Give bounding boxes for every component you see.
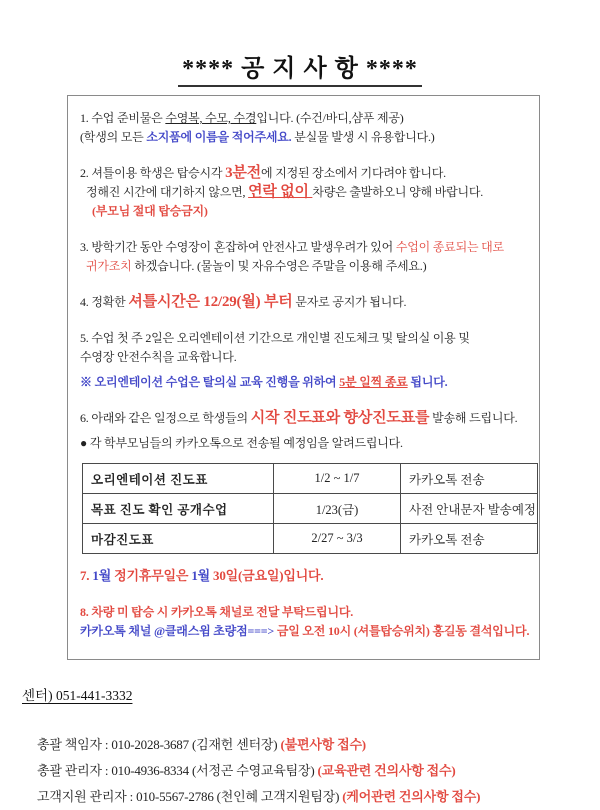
item-8-line-2 xyxy=(80,622,529,641)
item-2-line-3 xyxy=(80,202,529,221)
text-segment: (케어관련 건의사항 접수) xyxy=(342,789,481,804)
text-segment: 총괄 책임자 : 010-2028-3687 (김재헌 센터장) xyxy=(37,737,281,752)
schedule-label: 목표 진도 확인 공개수업 xyxy=(83,494,274,524)
item-4-line-1 xyxy=(80,293,529,312)
text-segment: 정해진 시간에 대기하지 않으면, xyxy=(86,185,249,199)
text-segment: 6. 아래와 같은 일정으로 학생들의 xyxy=(80,411,251,425)
text-segment: 귀가조치 xyxy=(86,259,132,273)
text-segment: 카카오톡 채널 @클래스윔 초량점===> xyxy=(80,624,277,638)
text-segment: 1. 수업 준비물은 xyxy=(80,111,166,125)
text-segment: 에 지정된 장소에서 기다려야 합니다. xyxy=(261,166,446,180)
schedule-label: 마감진도표 xyxy=(83,524,274,554)
text-segment: (부모님 절대 탑승금지) xyxy=(92,204,208,218)
text-segment: 4. 정확한 xyxy=(80,295,129,309)
schedule-date: 1/2 ~ 1/7 xyxy=(274,464,401,494)
table-row-orientation xyxy=(83,464,538,494)
schedule-date: 2/27 ~ 3/3 xyxy=(274,524,401,554)
notice-box xyxy=(67,95,540,660)
item-8-line-1 xyxy=(80,603,529,622)
text-segment: 수영장 안전수칙을 교육합니다. xyxy=(80,350,237,364)
item-6-line-2 xyxy=(80,434,529,453)
text-segment: (학생의 모든 xyxy=(80,130,147,144)
schedule-method: 카카오톡 전송 xyxy=(401,464,538,494)
text-segment: (불편사항 접수) xyxy=(280,737,366,752)
notice-items-bottom xyxy=(80,566,529,641)
text-segment: 각 학부모님들의 카카오톡으로 전송될 예정임을 알려드립니다. xyxy=(87,436,403,450)
text-segment: 수업이 종료되는 대로 xyxy=(395,240,504,254)
schedule-method: 카카오톡 전송 xyxy=(401,524,538,554)
text-segment: 분실물 발생 시 유용합니다.) xyxy=(291,130,435,144)
text-segment: 1월 xyxy=(92,568,115,583)
schedule-label: 오리엔테이션 진도표 xyxy=(83,464,274,494)
text-segment: ● xyxy=(80,436,88,450)
schedule-date: 1/23(금) xyxy=(274,494,401,524)
item-7-line-1 xyxy=(80,566,529,586)
text-segment: 소지품에 이름을 적어주세요. xyxy=(146,130,292,144)
contact-line-1 xyxy=(37,732,600,758)
text-segment: 1월 xyxy=(191,568,214,583)
text-segment: 됩니다. xyxy=(407,375,448,389)
text-segment: 발송해 드립니다. xyxy=(429,411,518,425)
text-segment: 하겠습니다. (물놀이 및 자유수영은 주말을 이용해 주세요.) xyxy=(131,259,427,273)
text-segment: 입니다. (수건/바디,샴푸 제공) xyxy=(256,111,404,125)
item-2-line-1 xyxy=(80,164,529,183)
text-segment: ※ 오리엔테이션 수업은 탈의실 교육 진행을 위하여 xyxy=(80,375,340,389)
footer-contacts xyxy=(22,732,600,810)
contact-line-3 xyxy=(37,784,600,810)
text-segment: 연락 없이 xyxy=(248,184,313,200)
item-3-line-1 xyxy=(80,238,529,257)
item-2-line-2 xyxy=(80,183,529,202)
text-segment: 3분전 xyxy=(225,165,262,181)
item-1-line-2 xyxy=(80,128,529,147)
text-segment: 수영복, 수모, 수경 xyxy=(165,111,257,125)
contact-line-2 xyxy=(37,758,600,784)
text-segment: 3. 방학기간 동안 수영장이 혼잡하여 안전사고 발생우려가 있어 xyxy=(80,240,396,254)
text-segment: 8. 차량 미 탑승 시 카카오톡 채널로 전달 부탁드립니다. xyxy=(80,605,354,619)
text-segment: 2. 셔틀이용 학생은 탑승시각 xyxy=(80,166,226,180)
item-6-line-1 xyxy=(80,409,529,428)
item-1-line-1 xyxy=(80,109,529,128)
text-segment: 5. 수업 첫 주 2일은 오리엔테이션 기간으로 개인별 진도체크 및 탈의실 이용 및 xyxy=(80,331,470,345)
center-phone: 센터) 051-441-3332 xyxy=(22,688,133,703)
item-5-line-2 xyxy=(80,348,529,367)
text-segment: 시작 진도표와 향상진도표를 xyxy=(250,410,430,426)
item-5-line-3 xyxy=(80,373,529,392)
table-row-final xyxy=(83,524,538,554)
item-3-line-2 xyxy=(80,257,529,276)
text-segment: 7. xyxy=(80,568,93,583)
page-title-text: **** 공 지 사 항 **** xyxy=(178,56,422,87)
text-segment: 문자로 공지가 됩니다. xyxy=(292,295,407,309)
text-segment: 정기휴무일은 xyxy=(114,568,192,583)
schedule-table xyxy=(82,463,538,554)
notice-items-top xyxy=(80,109,529,453)
text-segment: 총괄 관리자 : 010-4936-8334 (서정곤 수영교육팀장) xyxy=(37,763,318,778)
text-segment: 차량은 출발하오니 양해 바랍니다. xyxy=(312,185,484,199)
text-segment: 셔틀시간은 12/29(월) 부터 xyxy=(128,294,293,310)
text-segment: 5분 일찍 종료 xyxy=(339,375,408,389)
text-segment: (교육관련 건의사항 접수) xyxy=(317,763,456,778)
schedule-method: 사전 안내문자 발송예정 xyxy=(401,494,538,524)
table-row-open-class xyxy=(83,494,538,524)
text-segment: 금일 오전 10시 (셔틀탑승위치) 홍길동 결석입니다. xyxy=(276,624,530,638)
footer xyxy=(22,684,600,810)
page-title xyxy=(0,48,600,83)
text-segment: 고객지원 관리자 : 010-5567-2786 (천인혜 고객지원팀장) xyxy=(37,789,343,804)
text-segment: 30일(금요일)입니다. xyxy=(213,568,324,583)
item-5-line-1 xyxy=(80,329,529,348)
